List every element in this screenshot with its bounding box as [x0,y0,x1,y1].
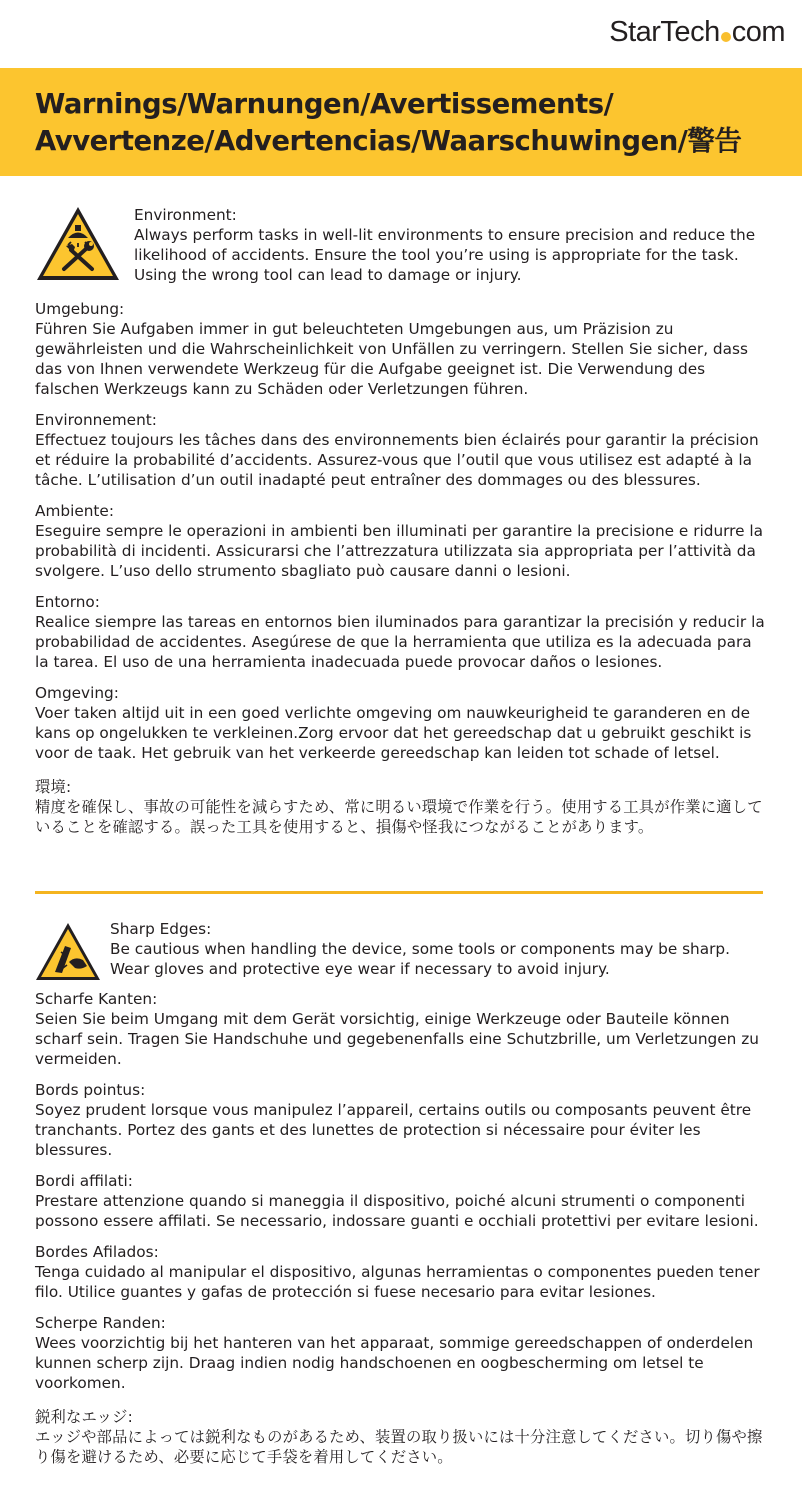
sharp-edges-block-es [35,1242,770,1302]
sharp-edges-body-en: Be cautious when handling the device, some tools or components may be sharp. Wear gloves and protective eye wear if necessary to avoid injury. [110,940,730,978]
environment-block-es [35,592,770,672]
environment-block-fr [35,410,770,490]
environment-warning-icon [35,205,121,283]
sharp-edges-block-nl [35,1313,770,1393]
environment-heading-fr: Environnement: [35,411,157,429]
page-title-line-1: Warnings/Warnungen/Avertissements/ [35,88,614,120]
sharp-edges-block-fr [35,1080,770,1160]
sharp-edges-heading-it: Bordi affilati: [35,1172,133,1190]
logo-dot-icon [721,32,731,42]
environment-block-ja [35,777,770,837]
environment-block-it [35,501,770,581]
environment-block-de [35,299,770,399]
environment-heading-es: Entorno: [35,593,100,611]
sharp-edges-heading-es: Bordes Afilados: [35,1243,159,1261]
environment-heading-it: Ambiente: [35,502,114,520]
sharp-edges-lead [35,919,770,979]
environment-body-it: Eseguire sempre le operazioni in ambienti ben illuminati per garantire la precisione e ridurre la probabilità di incidenti. Assicurarsi che l’attrezzatura utilizzata sia appropriata per l’attività da svolgere. L’uso dello strumento sbagliato può causare danni o lesioni. [35,522,764,580]
sharp-edges-block-it [35,1171,770,1231]
environment-heading-ja: 環境: [35,778,72,796]
environment-body-fr: Effectuez toujours les tâches dans des environnements bien éclairés pour garantir la précision et réduire la probabilité d’accidents. Assurez-vous que l’outil que vous utilisez est adapté à la tâche. L’utilisation d’un outil inadapté peut entraîner des dommages ou des blessures. [35,431,759,489]
sharp-edges-block-ja [35,1407,770,1467]
sharp-edges-body-nl: Wees voorzichtig bij het hanteren van het apparaat, sommige gereedschappen of onderdelen kunnen scherp zijn. Draag indien nodig handschoenen en oogbescherming om letsel te voorkomen. [35,1334,754,1392]
sharp-edges-body-it: Prestare attenzione quando si maneggia il dispositivo, poiché alcuni strumenti o componenti possono essere affilati. Se necessario, indossare guanti e occhiali protettivi per evitare lesioni. [35,1192,759,1230]
sharp-edges-warning-icon [35,922,101,982]
page-header [0,0,802,68]
sharp-edges-heading-nl: Scherpe Randen: [35,1314,166,1332]
sharp-edges-section [35,919,770,1467]
environment-body-nl: Voer taken altijd uit in een goed verlichte omgeving om nauwkeurigheid te garanderen en de kans op ongelukken te verkleinen.Zorg ervoor dat het gereedschap dat u gebruikt geschikt is voor de taak. Het gebruik van het verkeerde gereedschap kan leiden tot schade of letsel. [35,704,752,762]
sharp-edges-body-fr: Soyez prudent lorsque vous manipulez l’appareil, certains outils ou composants peuvent être tranchants. Portez des gants et des lunettes de protection si nécessaire pour éviter les blessures. [35,1101,752,1159]
sharp-edges-body-es: Tenga cuidado al manipular el dispositivo, algunas herramientas o componentes pueden tener filo. Utilice guantes y gafas de protección si fuese necesario para evitar lesiones. [35,1263,760,1301]
sharp-edges-heading-fr: Bords pointus: [35,1081,146,1099]
section-divider [35,891,763,894]
startech-logo [609,16,785,49]
warnings-banner [0,68,802,176]
sharp-edges-heading-de: Scharfe Kanten: [35,990,158,1008]
environment-heading-de: Umgebung: [35,300,125,318]
environment-block-nl [35,683,770,763]
environment-body-en: Always perform tasks in well-lit environments to ensure precision and reduce the likelihood of accidents. Ensure the tool you’re using is appropriate for the task. Using the wrong tool can lead to damage or injury. [134,226,756,284]
sharp-edges-lead-text [110,919,770,979]
logo-text-tld: com [731,16,785,48]
page-title [35,86,775,160]
sharp-edges-block-de [35,989,770,1069]
environment-body-de: Führen Sie Aufgaben immer in gut beleuchteten Umgebungen aus, um Präzision zu gewährleisten und die Wahrscheinlichkeit von Unfällen zu verringern. Stellen Sie sicher, dass das von Ihnen verwendete Werkzeug für die Aufgabe geeignet ist. Die Verwendung des falschen Werkzeugs kann zu Schäden oder Verletzungen führen. [35,320,748,398]
environment-heading-nl: Omgeving: [35,684,119,702]
environment-lead [35,205,770,285]
logo-text-main: StarTech [609,16,720,48]
environment-body-ja: 精度を確保し、事故の可能性を減らすため、常に明るい環境で作業を行う。使用する工具が作業に適していることを確認する。誤った工具を使用すると、損傷や怪我につながることがあります。 [35,798,763,836]
environment-section [35,205,770,837]
sharp-edges-heading-en: Sharp Edges: [110,920,212,938]
environment-lead-text [134,205,770,285]
page-title-line-2: Avvertenze/Advertencias/Waarschuwingen/警告 [35,125,742,157]
sharp-edges-heading-ja: 鋭利なエッジ: [35,1408,134,1426]
environment-heading-en: Environment: [134,206,237,224]
environment-body-es: Realice siempre las tareas en entornos bien iluminados para garantizar la precisión y reducir la probabilidad de accidentes. Asegúrese de que la herramienta que utiliza es la adecuada para la tarea. El uso de una herramienta inadecuada puede provocar daños o lesiones. [35,613,765,671]
sharp-edges-body-de: Seien Sie beim Umgang mit dem Gerät vorsichtig, einige Werkzeuge oder Bauteile können scharf sein. Tragen Sie Handschuhe und gegebenenfalls eine Schutzbrille, um Verletzungen zu vermeiden. [35,1010,759,1068]
sharp-edges-body-ja: エッジや部品によっては鋭利なものがあるため、装置の取り扱いには十分注意してください。切り傷や擦り傷を避けるため、必要に応じて手袋を着用してください。 [35,1428,763,1466]
